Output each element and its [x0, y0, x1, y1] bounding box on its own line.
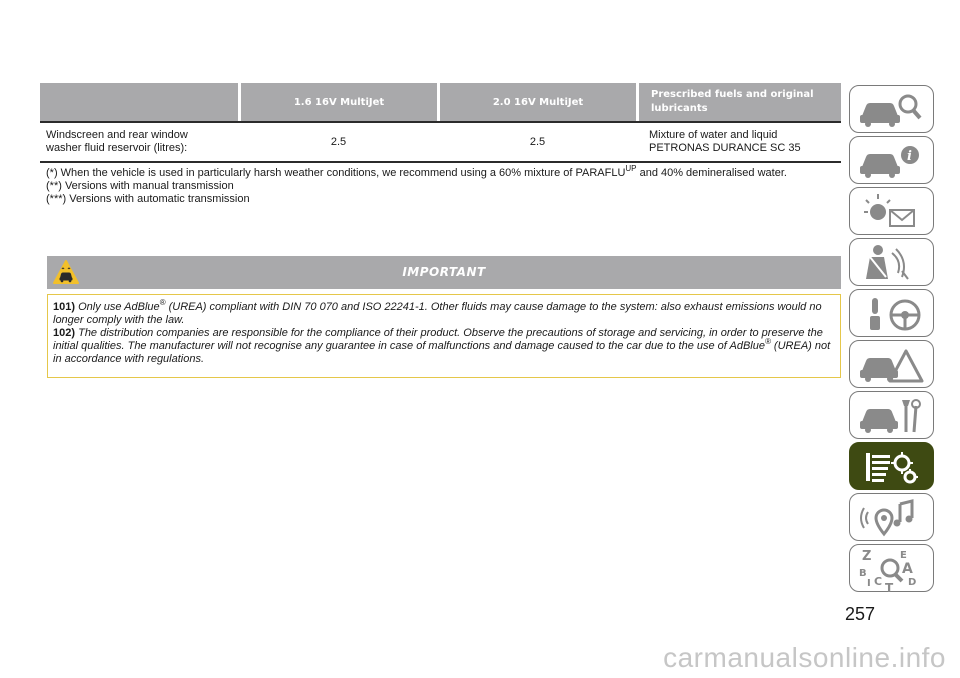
- nav-tab-technical-data[interactable]: [849, 442, 934, 490]
- car-info-icon: [850, 137, 935, 185]
- row-value-2-0: 2.5: [529, 135, 546, 148]
- index-letter: I: [867, 578, 871, 589]
- important-title: IMPORTANT: [402, 265, 486, 279]
- seatbelt-safety-icon: [850, 239, 935, 287]
- nav-tab-warning-lights[interactable]: [849, 187, 934, 235]
- table-header-row: [40, 83, 841, 121]
- important-header: [47, 256, 841, 289]
- index-letter: B: [859, 568, 867, 579]
- car-emergency-icon: [850, 341, 935, 389]
- index-letter: T: [885, 581, 894, 593]
- row-fluid: Mixture of water and liquid PETRONAS DURANCE SC 35: [649, 129, 801, 154]
- page-number: 257: [845, 604, 876, 624]
- index-letter: Z: [862, 549, 872, 564]
- warning-lights-icon: [850, 188, 935, 236]
- nav-tab-emergency[interactable]: [849, 340, 934, 388]
- warning-101: 101) Only use AdBlue® (UREA) compliant with DIN 70 070 and ISO 22241-1. Other fluids may cause damage to the system: also exhaust emissions would no longer comply with the law.: [53, 298, 822, 326]
- important-body: [47, 294, 841, 378]
- nav-tab-dashboard[interactable]: [849, 136, 934, 184]
- warning-102: 102) The distribution companies are responsible for the compliance of their product. Observe the precautions of storage and servicing, in order to preserve the initial qualities. The manufacturer will not recognise any guarantee in case of malfunctions and damage caused to the car due to the use of AdBlue® (UREA) not in accordance with regulations.: [53, 327, 831, 365]
- row-label: Windscreen and rear window washer fluid reservoir (litres):: [46, 129, 188, 154]
- header-cell-engine-2-0: 2.0 16V MultiJet: [440, 83, 636, 121]
- nav-tab-index[interactable]: [849, 544, 934, 592]
- multimedia-icon: [850, 494, 935, 542]
- index-letter: C: [874, 575, 883, 588]
- spec-table: [40, 83, 841, 163]
- nav-tab-safety[interactable]: [849, 238, 934, 286]
- index-icon: [850, 545, 935, 593]
- header-cell-empty: [40, 83, 238, 121]
- footnote-1: (*) When the vehicle is used in particularly harsh weather conditions, we recommend using a 60% mixture of $PARAFLU^{UP}$ and 40% demineralised water.: [46, 164, 787, 179]
- header-cell-fluids: Prescribed fuels and original lubricants: [639, 83, 841, 121]
- index-letter: A: [902, 561, 913, 577]
- footnotes: [46, 164, 840, 206]
- footnote-2: (**) Versions with manual transmission: [46, 180, 234, 192]
- nav-tab-multimedia[interactable]: [849, 493, 934, 541]
- car-maintenance-icon: [850, 392, 935, 440]
- index-letter: D: [908, 577, 917, 588]
- table-rule-bottom: [40, 161, 841, 163]
- header-cell-engine-1-6: 1.6 16V MultiJet: [241, 83, 437, 121]
- nav-tab-servicing[interactable]: [849, 391, 934, 439]
- table-row: [40, 123, 841, 161]
- watermark: carmanualsonline.info: [663, 642, 946, 673]
- nav-tab-starting-driving[interactable]: [849, 289, 934, 337]
- row-value-1-6: 2.5: [330, 135, 347, 148]
- superscript-up: UP: [625, 164, 637, 173]
- svg-text:i: i: [907, 149, 912, 164]
- steering-wheel-icon: [850, 290, 935, 338]
- index-letter: E: [900, 550, 907, 561]
- nav-tab-getting-to-know[interactable]: [849, 85, 934, 133]
- car-search-icon: [850, 86, 935, 134]
- footnote-3: (***) Versions with automatic transmission: [46, 193, 250, 205]
- technical-data-icon: [850, 443, 935, 491]
